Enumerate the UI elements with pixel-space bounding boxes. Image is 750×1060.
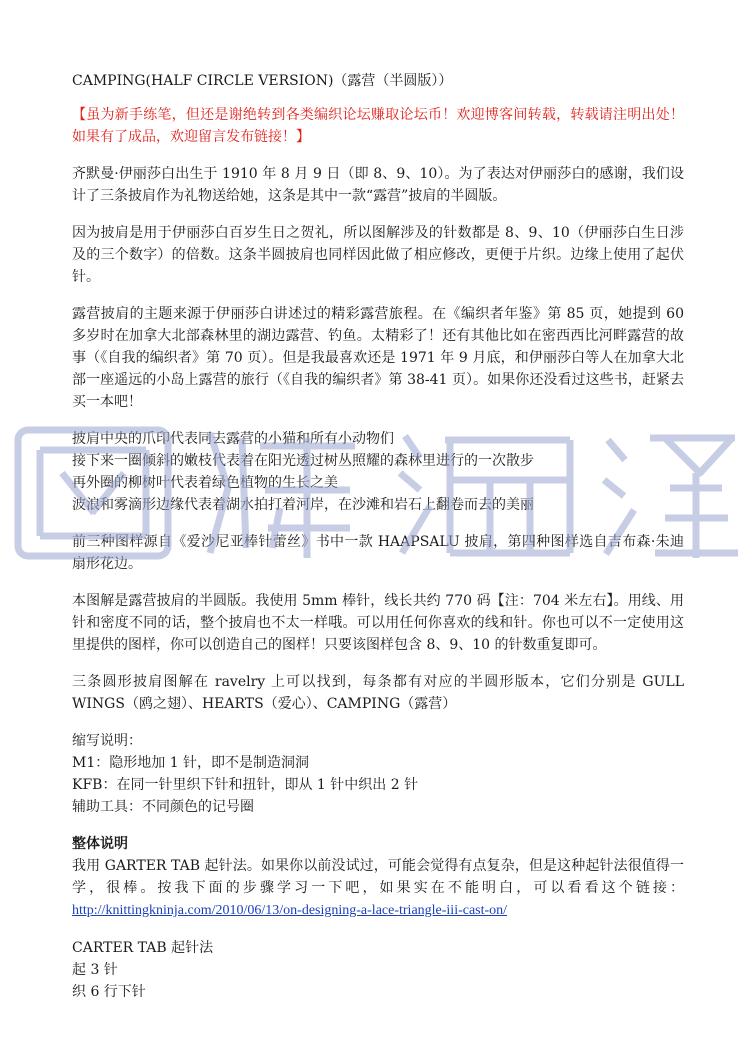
paragraph-birthday: 齐默曼·伊丽莎白出生于 1910 年 8 月 9 日（即 8、9、10）。为了表达对伊丽莎白的感谢，我们设计了三条披肩作为礼物送给她，这条是其中一款“露营”披肩的半圆版。 [72, 166, 684, 204]
cast-on-line: 织 6 行下针 [72, 984, 146, 1000]
abbreviations-heading: 缩写说明： [72, 733, 142, 749]
paragraph-stitch-counts: 因为披肩是用于伊丽莎白百岁生日之贺礼，所以图解涉及的针数都是 8、9、10（伊丽莎白生日涉及的三个数字）的倍数。这条半圆披肩也同样因此做了相应修改，更便于片织。边缘上使用了起伏针。 [72, 225, 684, 285]
page-title: CAMPING(HALF CIRCLE VERSION)（露营（半圆版）） [72, 73, 453, 89]
repost-notice: 【虽为新手练笔，但还是谢绝转到各类编织论坛赚取论坛币！欢迎博客间转载，转载请注明出处！如果有了成品，欢迎留言发布链接！】 [72, 107, 684, 145]
motif-line: 接下来一圈倾斜的嫩枝代表着在阳光透过树丛照耀的森林里进行的一次散步 [72, 453, 534, 469]
paragraph-motifs [72, 428, 684, 516]
paragraph-materials: 本图解是露营披肩的半圆版。我使用 5mm 棒针，线长共约 770 码【注：704 米左右】。用线、用针和密度不同的话，整个披肩也不太一样哦。可以用任何你喜欢的线和针。你也可以不一定使用这里提供的图样，你可以创造自己的图样！只要该图样包含 8、9、10 的针数重复即可。 [72, 593, 684, 653]
document-page [72, 70, 684, 1018]
motif-line: 披肩中央的爪印代表同去露营的小猫和所有小动物们 [72, 431, 394, 447]
overall-section [72, 833, 684, 922]
motif-line: 波浪和雾滴形边缘代表着湖水拍打着河岸，在沙滩和岩石上翻卷而去的美丽 [72, 497, 534, 513]
abbreviation-line: M1：隐形地加 1 针，即不是制造洞洞 [72, 755, 310, 771]
cast-on-line: CARTER TAB 起针法 [72, 940, 214, 956]
cast-on-tutorial-link[interactable]: http://knittingkninja.com/2010/06/13/on-designing-a-lace-triangle-iii-cast-on/ [72, 903, 508, 918]
abbreviation-line: KFB：在同一针里织下针和扭针，即从 1 针中织出 2 针 [72, 777, 419, 793]
cast-on-line: 起 3 针 [72, 962, 118, 978]
overall-text: 我用 GARTER TAB 起针法。如果你以前没试过，可能会觉得有点复杂，但是这种起针法很值得一学，很棒。按我下面的步骤学习一下吧，如果实在不能明白，可以看看这个链接： [72, 858, 684, 896]
abbreviations-section [72, 730, 684, 818]
paragraph-camping-story: 露营披肩的主题来源于伊丽莎白讲述过的精彩露营旅程。在《编织者年鉴》第 85 页，她提到 60 多岁时在加拿大北部森林里的湖边露营、钓鱼。太精彩了！还有其他比如在密西西比河畔露营的故事（《自我的编织者》第 70 页）。但是我最喜欢还是 1971 年 9 月底，和伊丽莎白等人在加拿大北部一座遥远的小岛上露营的旅行（《自我的编织者》第 38-41 页）。如果你还没看过这些书，赶紧去买一本吧！ [72, 306, 684, 410]
overall-heading: 整体说明 [72, 836, 128, 852]
abbreviation-line: 辅助工具：不同颜色的记号圈 [72, 799, 254, 815]
paragraph-pattern-source: 前三种图样源自《爱沙尼亚棒针蕾丝》书中一款 HAAPSALU 披肩，第四种图样选自吉布森·朱迪扇形花边。 [72, 534, 684, 572]
motif-line: 再外圈的柳树叶代表着绿色植物的生长之美 [72, 475, 338, 491]
cast-on-section [72, 937, 684, 1003]
paragraph-ravelry: 三条圆形披肩图解在 ravelry 上可以找到，每条都有对应的半圆形版本，它们分别是 GULL WINGS（鸥之翅）、HEARTS（爱心）、CAMPING（露营） [72, 674, 684, 712]
